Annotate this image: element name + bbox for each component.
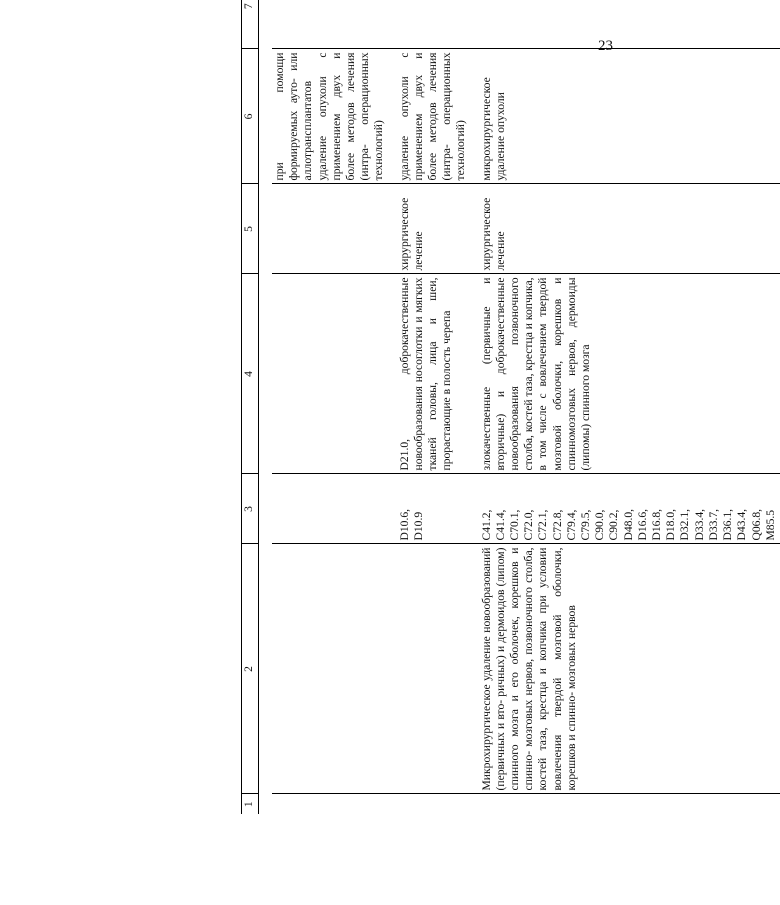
cell-extra [471, 0, 780, 49]
col-header: 1 [242, 794, 259, 814]
cell-treatment-type: хирургическое лечение [471, 184, 780, 274]
cell-number [471, 794, 780, 814]
col-header: 7 [242, 0, 259, 49]
cell-procedure: Микрохирургическое удаление новообразований (первичных и вто- ричных) и дермоидов (липом) спинного мозга и его оболочек, корешков и спинно- мозговых нервов, позвоночного столба, костей таза, крестца и копчика при условии вовлечения твердой мозговой оболочки, корешков и спинно- мозговых нервов [471, 544, 780, 794]
cell-treatment-type [272, 184, 389, 274]
cell-treatment-type: хирургическое лечение [389, 184, 471, 274]
col-header: 3 [242, 474, 259, 544]
cell-codes [272, 474, 389, 544]
cell-method: микрохирургическое удаление опухоли [471, 49, 780, 184]
col-header: 6 [242, 49, 259, 184]
cell-diagnosis: D21.0, доброкачественные новообразования носоглотки и мягких тканей головы, лица и шеи, прорастающие в полость черепа [389, 274, 471, 474]
table-row [272, 0, 389, 814]
header-row [242, 0, 259, 814]
cell-procedure [389, 544, 471, 794]
cell-codes: C41.2, C41.4, C70.1, C72.0, C72.1, C72.8, C79.4, C79.5, C90.0, C90.2, D48.0, D16.6, D16.8, D18.0, D32.1, D33.4, D33.7, D36.1, D43.4, Q06.8, M85.5 [471, 474, 780, 544]
col-header: 2 [242, 544, 259, 794]
cell-extra [389, 0, 471, 49]
table-row [471, 0, 780, 814]
cell-method: при помощи формируемых ауто- или аллотрансплантатов удаление опухоли с применением двух и более методов лечения (интра- операционных технологий) [272, 49, 389, 184]
cell-extra [272, 0, 389, 49]
cell-codes: D10.6, D10.9 [389, 474, 471, 544]
rotated-table-page [241, 0, 777, 814]
cell-diagnosis: злокачественные (первичные и вторичные) и доброкачественные новообразования позвоночного столба, костей таза, крестца и копчика, в том числе с вовлечением твердой мозговой оболочки, корешков и спинномозговых нервов, дермоиды (липомы) спинного мозга [471, 274, 780, 474]
page-number: 23 [598, 38, 613, 54]
table-row [389, 0, 471, 814]
cell-method: удаление опухоли с применением двух и более методов лечения (интра- операционных технологий) [389, 49, 471, 184]
cell-procedure [272, 544, 389, 794]
cell-number [389, 794, 471, 814]
col-header: 5 [242, 184, 259, 274]
cell-number [272, 794, 389, 814]
col-header: 4 [242, 274, 259, 474]
cell-diagnosis [272, 274, 389, 474]
treatment-table [241, 0, 780, 814]
